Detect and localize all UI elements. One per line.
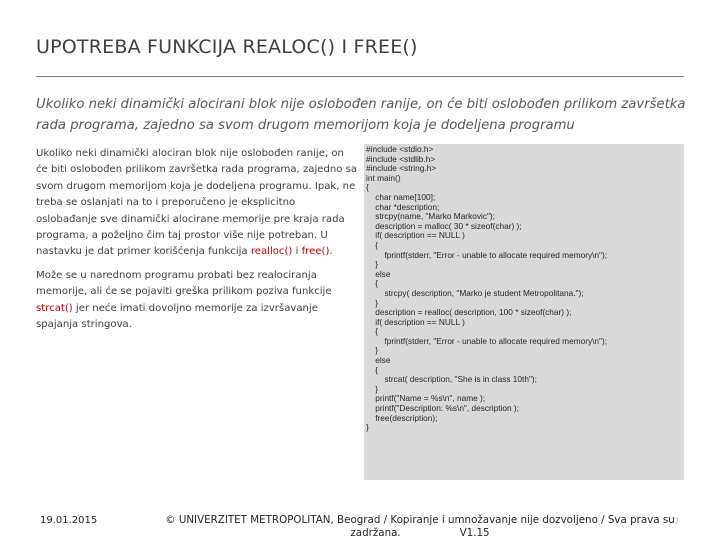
paragraph-1-conjunction: i (292, 246, 302, 258)
free-function-name: free() (301, 246, 330, 258)
page-number: 7 (674, 517, 680, 526)
code-listing-box (364, 144, 684, 480)
strcat-function-name: strcat() (36, 302, 73, 314)
slide-title: UPOTREBA FUNKCIJA REALOC() I FREE() (36, 36, 418, 58)
slide-subtitle: Ukoliko neki dinamički alocirani blok nije oslobođen ranije, on će biti oslobođen prilikom završetka rada programa, zajedno sa svom drugom memorijom koja je dodeljena programu (36, 97, 686, 133)
paragraph-2-text: Može se u narednom programu probati bez realociranja memorije, ali će se pojaviti greška prilikom poziva funkcije (36, 269, 332, 298)
paragraph-2-end: jer neće imati dovoljno memorije za izvršavanje spajanja stringova. (36, 302, 318, 331)
paragraph-2 (36, 268, 358, 334)
body-text (36, 146, 358, 340)
realloc-function-name: realloc() (250, 246, 293, 258)
paragraph-1 (36, 146, 358, 261)
footer-copyright-line-1: © UNIVERZITET METROPOLITAN, Beograd / Kopiranje i umnožavanje nije dozvoljeno / Sva prava su (165, 514, 675, 526)
footer-copyright (150, 514, 690, 540)
paragraph-1-end: . (329, 246, 333, 258)
title-divider (36, 76, 684, 77)
code-listing: #include <stdio.h> #include <stdlib.h> #include <string.h> int main() { char name[100]; char *description; strcpy(name, "Marko Markovic"); description = malloc( 30 * sizeof(char) ); if( description == NULL ) { fprintf(stderr, "Error - unable to allocate required memory\n"); } else { strcpy( description, "Marko je student Metropolitana."); } description = realloc( description, 100 * sizeof(char) ); if( description == NULL ) { fprintf(stderr, "Error - unable to allocate required memory\n"); } else { strcat( description, "She is in class 10th"); } printf("Name = %s\n", name ); printf("Description: %s\n", description ); free(description); } (366, 144, 608, 433)
footer-copyright-line-2: zadržana. V1.15 (350, 527, 490, 539)
footer-date: 19.01.2015 (40, 515, 98, 526)
paragraph-1-text: Ukoliko neki dinamički alociran blok nije oslobođen ranije, on će biti oslobođen prilikom završetka rada programa, zajedno sa svom drugom memorijom koja je dodeljena programu. Ipak, ne treba se oslanjati na to i preporučeno je eksplicitno oslobađanje sve dinamički alocirane memorije pre kraja rada programa, a poželjno čim taj prostor više nije potreban. U nastavku je dat primer korišćenja funkcija (36, 148, 358, 258)
